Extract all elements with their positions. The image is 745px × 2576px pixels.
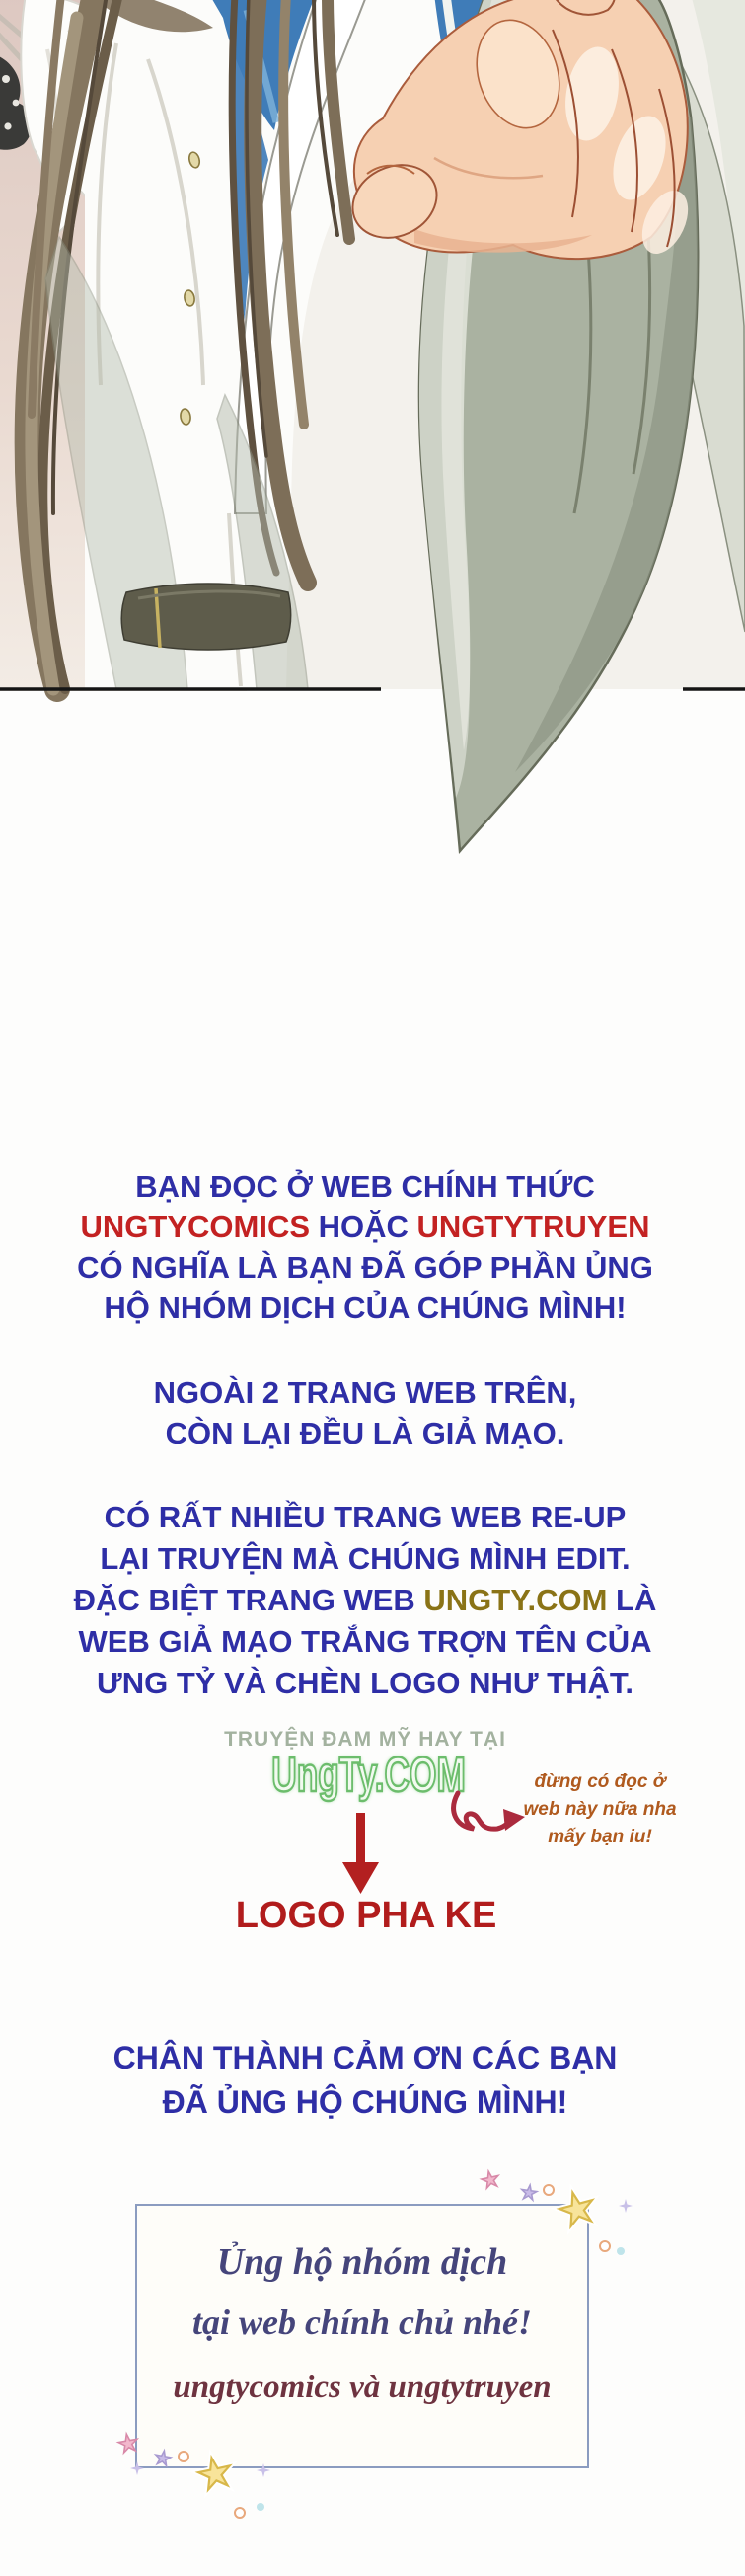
manhua-panel-artwork (0, 0, 745, 869)
notice-line-fragment: LÀ (607, 1583, 657, 1617)
site-name-ungty-com: UNGTY.COM (423, 1583, 608, 1617)
notice-line (0, 1207, 730, 1247)
note-line: web này nữa nha (523, 1799, 677, 1820)
notice-line: CÓ RẤT NHIỀU TRANG WEB RE-UP (104, 1500, 627, 1534)
notice-line: LẠI TRUYỆN MÀ CHÚNG MÌNH EDIT. (100, 1541, 631, 1576)
support-box-line: tại web chính chủ nhé! (191, 2303, 533, 2342)
fake-logo-tagline: TRUYỆN ĐAM MỸ HAY TẠI (224, 1728, 506, 1751)
sparkle-icon (619, 2199, 633, 2213)
thanks-line: CHÂN THÀNH CẢM ƠN CÁC BẠN (112, 2040, 618, 2075)
dot-icon (544, 2185, 554, 2195)
dot-icon (600, 2241, 610, 2251)
star-decoration-top-right (474, 2162, 641, 2261)
notice-line-fragment: HOẶC (310, 1210, 417, 1244)
star-icon (481, 2169, 500, 2189)
note-line: đừng có đọc ở (534, 1771, 666, 1792)
notice-line: BẠN ĐỌC Ở WEB CHÍNH THỨC (135, 1169, 595, 1204)
notice-line: CÓ NGHĨA LÀ BẠN ĐÃ GÓP PHẦN ỦNG (77, 1250, 653, 1285)
site-name-ungtytruyen: UNGTYTRUYEN (416, 1210, 650, 1244)
dot-icon (235, 2508, 245, 2518)
note-line: mấy bạn iu! (548, 1827, 652, 1847)
handwritten-note (516, 1768, 684, 1851)
star-icon (154, 2450, 171, 2466)
star-icon (521, 2184, 538, 2200)
fake-logo-label: LOGO PHA KE (235, 1895, 497, 1936)
fake-site-logo-text: UngTy.COM (271, 1749, 467, 1802)
notice-line-fragment: ĐẶC BIỆT TRANG WEB (73, 1583, 424, 1617)
notice-line: WEB GIẢ MẠO TRẮNG TRỢN TÊN CỦA (78, 1624, 652, 1659)
notice-paragraph-reup (0, 1497, 730, 1704)
sparkle-icon (130, 2461, 144, 2475)
star-icon-yellow (557, 2188, 597, 2227)
notice-paragraph-official (0, 1166, 730, 1328)
star-icon (117, 2433, 139, 2454)
down-arrow-icon (335, 1813, 387, 1896)
notice-paragraph-fake-warning (0, 1372, 730, 1453)
site-name-ungtycomics: UNGTYCOMICS (80, 1210, 311, 1244)
notice-line: NGOÀI 2 TRANG WEB TRÊN, (153, 1375, 577, 1410)
thanks-message (0, 2036, 730, 2125)
dot-icon (617, 2247, 625, 2255)
support-box-sites: ungtycomics và ungtytruyen (173, 2370, 552, 2405)
notice-line: HỘ NHÓM DỊCH CỦA CHÚNG MÌNH! (104, 1290, 627, 1325)
waistband (121, 584, 291, 650)
support-box-line: Ủng hộ nhóm dịch (216, 2241, 508, 2283)
star-decoration-bottom-left (107, 2427, 284, 2526)
notice-line (0, 1580, 730, 1621)
star-icon-yellow (196, 2455, 234, 2491)
notice-line: CÒN LẠI ĐỀU LÀ GIẢ MẠO. (165, 1416, 565, 1450)
dot-icon (179, 2452, 188, 2461)
dot-icon (257, 2503, 264, 2511)
notice-line: ƯNG TỶ VÀ CHÈN LOGO NHƯ THẬT. (97, 1666, 633, 1700)
thanks-line: ĐÃ ỦNG HỘ CHÚNG MÌNH! (162, 2084, 568, 2120)
sparkle-icon (257, 2463, 270, 2477)
